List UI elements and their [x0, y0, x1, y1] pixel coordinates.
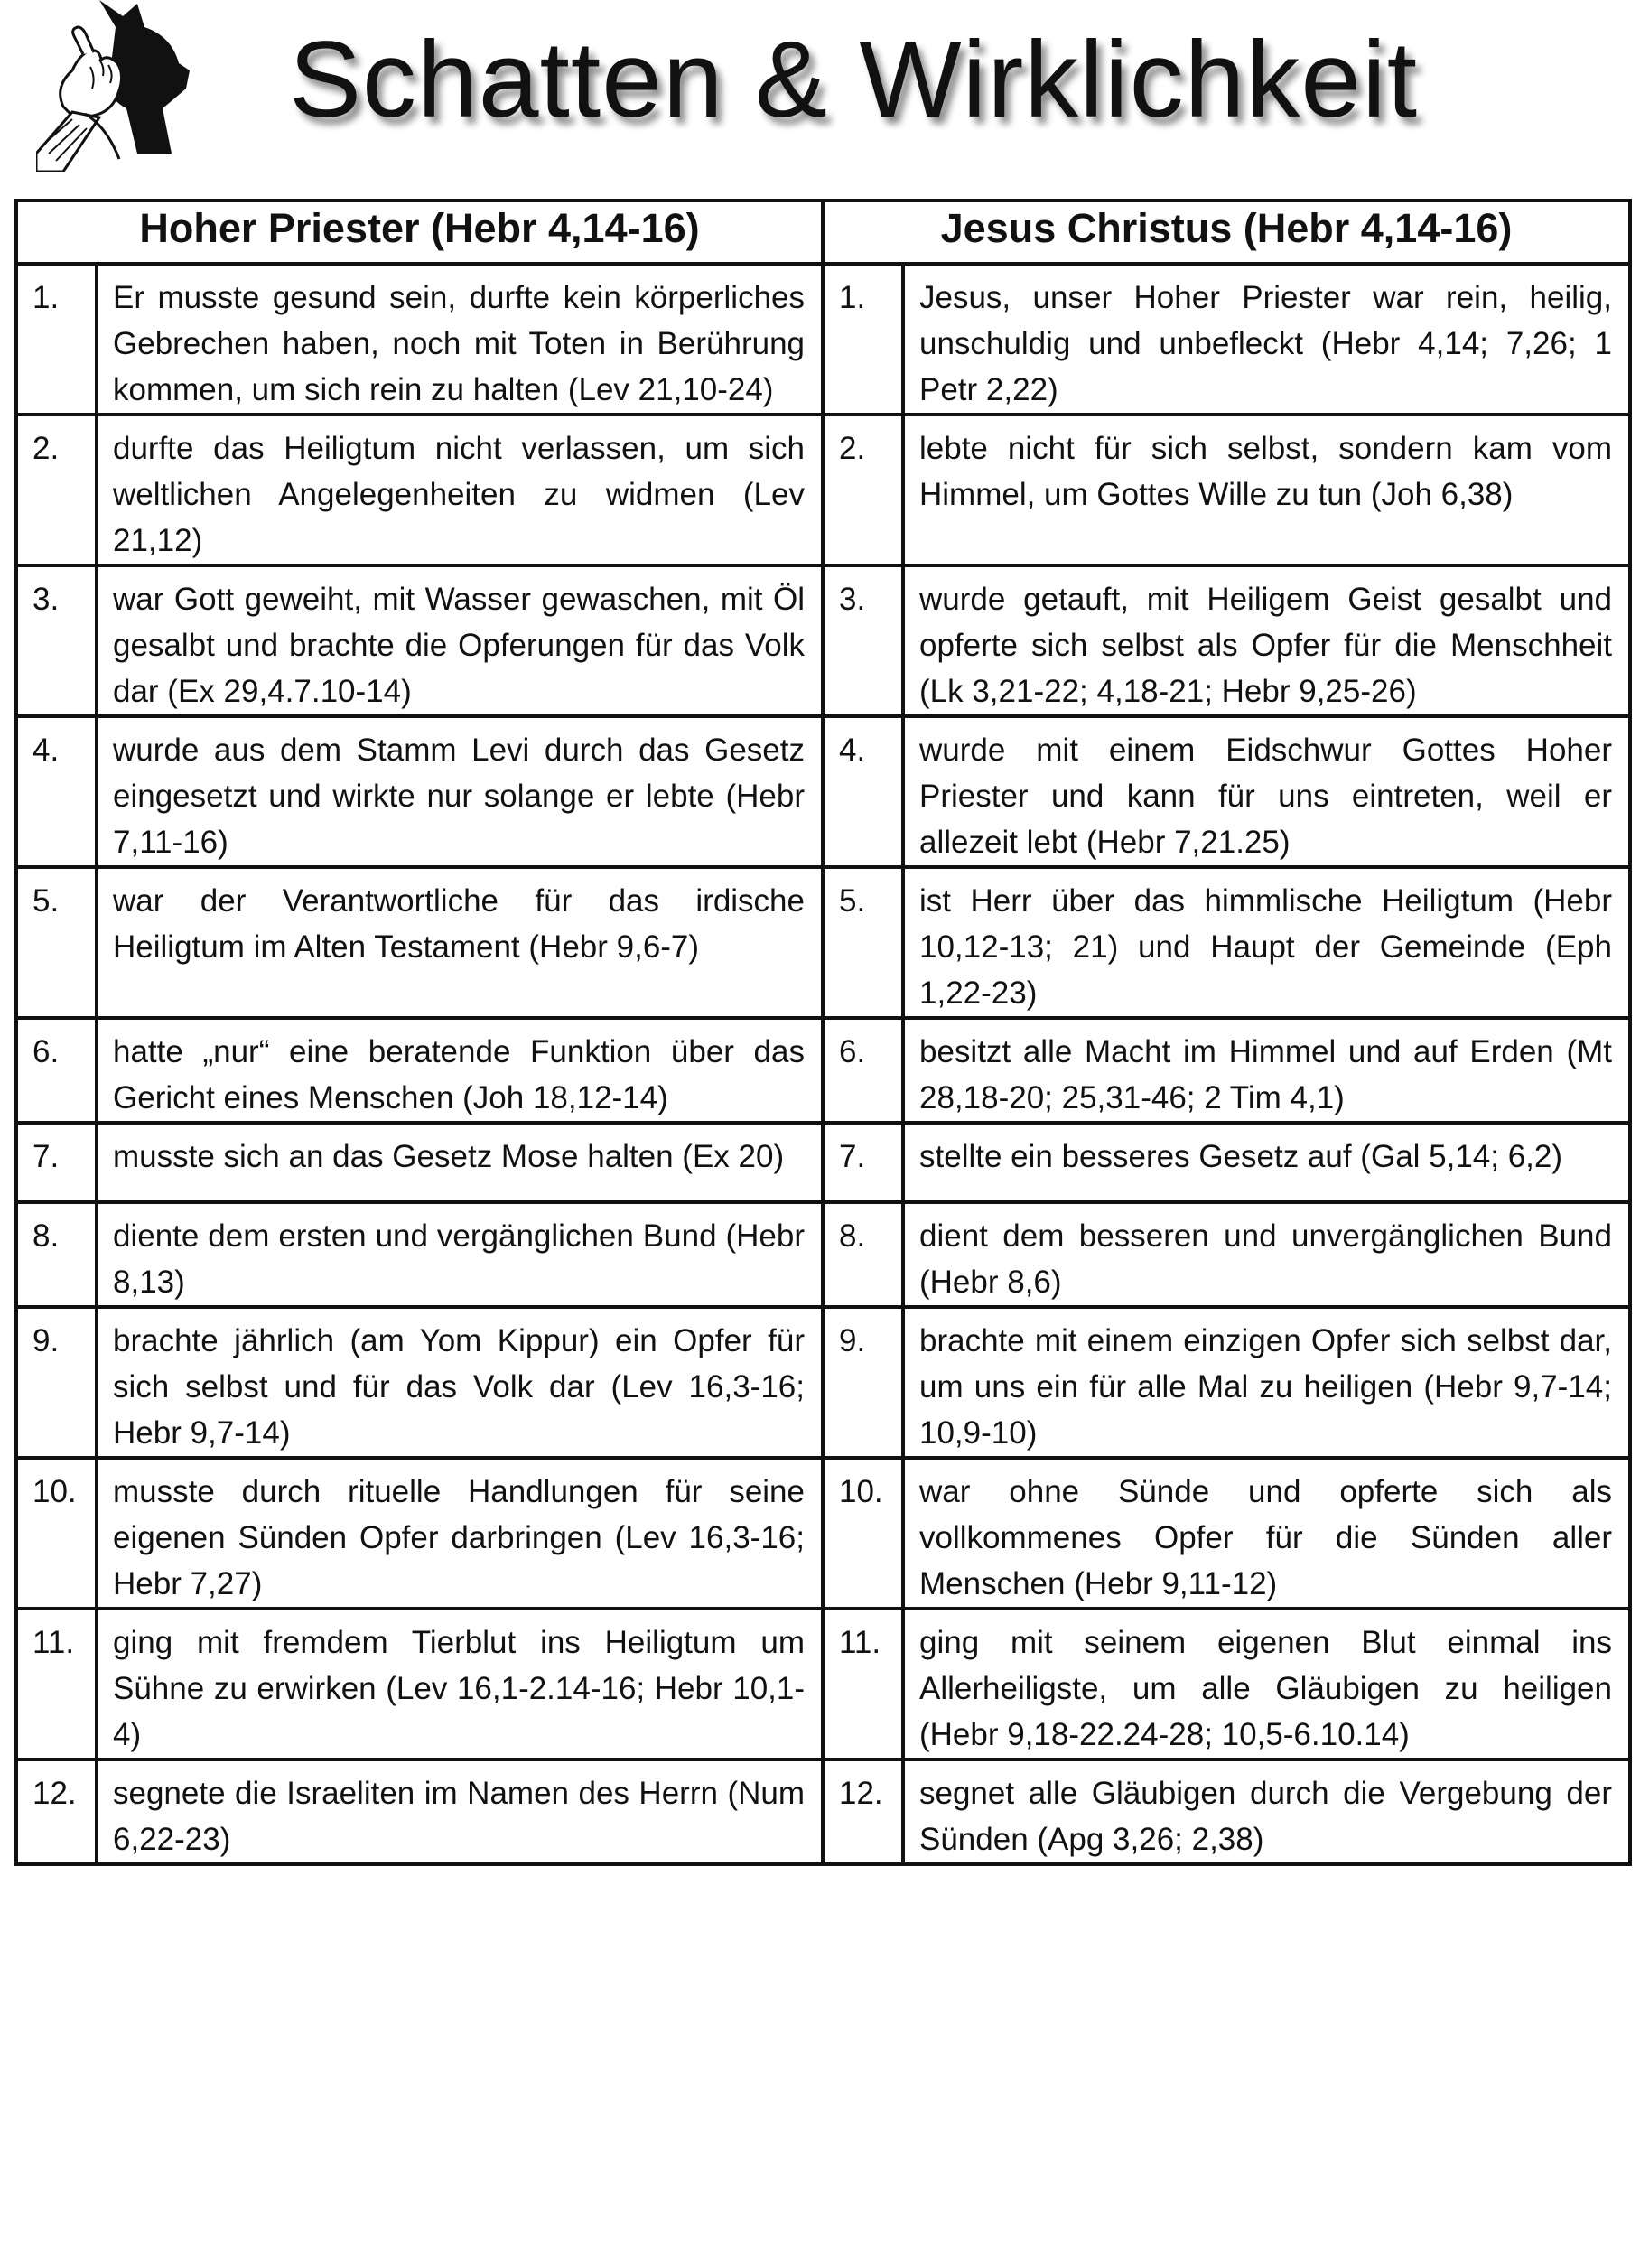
- row-number-right: 1.: [823, 264, 903, 415]
- table-header-row: [16, 201, 1630, 264]
- table-row: [16, 1123, 1630, 1202]
- table-row: [16, 867, 1630, 1018]
- high-priest-text: hatte „nur“ eine beratende Funktion über das Gericht eines Menschen (Joh 18,12-14): [97, 1018, 823, 1123]
- high-priest-text: war Gott geweiht, mit Wasser gewaschen, mit Öl gesalbt und brachte die Opferungen für das Volk dar (Ex 29,4.7.10-14): [97, 565, 823, 716]
- high-priest-text: brachte jährlich (am Yom Kippur) ein Opfer für sich selbst und für das Volk dar (Lev 16,3-16; Hebr 9,7-14): [97, 1307, 823, 1458]
- table-row: [16, 716, 1630, 867]
- row-number-right: 5.: [823, 867, 903, 1018]
- high-priest-text: segnete die Israeliten im Namen des Herrn (Num 6,22-23): [97, 1759, 823, 1864]
- row-number-left: 6.: [16, 1018, 97, 1123]
- row-number-left: 12.: [16, 1759, 97, 1864]
- column-header-high-priest: Hoher Priester (Hebr 4,14-16): [16, 201, 823, 264]
- row-number-left: 3.: [16, 565, 97, 716]
- table-row: [16, 415, 1630, 565]
- row-number-left: 5.: [16, 867, 97, 1018]
- jesus-christ-text: wurde mit einem Eidschwur Gottes Hoher Priester und kann für uns eintreten, weil er allezeit lebt (Hebr 7,21.25): [903, 716, 1630, 867]
- row-number-left: 8.: [16, 1202, 97, 1307]
- row-number-right: 11.: [823, 1609, 903, 1759]
- high-priest-text: musste sich an das Gesetz Mose halten (Ex 20): [97, 1123, 823, 1202]
- high-priest-text: durfte das Heiligtum nicht verlassen, um sich weltlichen Angelegenheiten zu widmen (Lev 21,12): [97, 415, 823, 565]
- table-row: [16, 1458, 1630, 1609]
- row-number-left: 9.: [16, 1307, 97, 1458]
- jesus-christ-text: Jesus, unser Hoher Priester war rein, heilig, unschuldig und unbefleckt (Hebr 4,14; 7,26; 1 Petr 2,22): [903, 264, 1630, 415]
- row-number-right: 6.: [823, 1018, 903, 1123]
- row-number-left: 10.: [16, 1458, 97, 1609]
- jesus-christ-text: ging mit seinem eigenen Blut einmal ins Allerheiligste, um alle Gläubigen zu heiligen (Hebr 9,18-22.24-28; 10,5-6.10.14): [903, 1609, 1630, 1759]
- table-row: [16, 1609, 1630, 1759]
- table-row: [16, 1202, 1630, 1307]
- row-number-right: 10.: [823, 1458, 903, 1609]
- comparison-table: [14, 199, 1632, 1866]
- row-number-left: 1.: [16, 264, 97, 415]
- jesus-christ-text: segnet alle Gläubigen durch die Vergebung der Sünden (Apg 3,26; 2,38): [903, 1759, 1630, 1864]
- row-number-left: 2.: [16, 415, 97, 565]
- jesus-christ-text: ist Herr über das himmlische Heiligtum (Hebr 10,12-13; 21) und Haupt der Gemeinde (Eph 1,22-23): [903, 867, 1630, 1018]
- row-number-left: 11.: [16, 1609, 97, 1759]
- high-priest-text: wurde aus dem Stamm Levi durch das Gesetz eingesetzt und wirkte nur solange er lebte (Hebr 7,11-16): [97, 716, 823, 867]
- column-header-jesus-christ: Jesus Christus (Hebr 4,14-16): [823, 201, 1630, 264]
- row-number-left: 7.: [16, 1123, 97, 1202]
- row-number-right: 8.: [823, 1202, 903, 1307]
- table-row: [16, 1307, 1630, 1458]
- high-priest-text: Er musste gesund sein, durfte kein körperliches Gebrechen haben, noch mit Toten in Berührung kommen, um sich rein zu halten (Lev 21,10-24): [97, 264, 823, 415]
- row-number-right: 9.: [823, 1307, 903, 1458]
- row-number-left: 4.: [16, 716, 97, 867]
- jesus-christ-text: stellte ein besseres Gesetz auf (Gal 5,14; 6,2): [903, 1123, 1630, 1202]
- jesus-christ-text: brachte mit einem einzigen Opfer sich selbst dar, um uns ein für alle Mal zu heiligen (Hebr 9,7-14; 10,9-10): [903, 1307, 1630, 1458]
- jesus-christ-text: war ohne Sünde und opferte sich als vollkommenes Opfer für die Sünden aller Menschen (Hebr 9,11-12): [903, 1458, 1630, 1609]
- table-row: [16, 565, 1630, 716]
- high-priest-text: war der Verantwortliche für das irdische Heiligtum im Alten Testament (Hebr 9,6-7): [97, 867, 823, 1018]
- high-priest-text: musste durch rituelle Handlungen für seine eigenen Sünden Opfer darbringen (Lev 16,3-16; Hebr 7,27): [97, 1458, 823, 1609]
- jesus-christ-text: lebte nicht für sich selbst, sondern kam vom Himmel, um Gottes Wille zu tun (Joh 6,38): [903, 415, 1630, 565]
- jesus-christ-text: wurde getauft, mit Heiligem Geist gesalbt und opferte sich selbst als Opfer für die Menschheit (Lk 3,21-22; 4,18-21; Hebr 9,25-26): [903, 565, 1630, 716]
- table-row: [16, 264, 1630, 415]
- page-header: [0, 0, 1640, 185]
- hand-shadow-puppet-icon: [36, 0, 190, 172]
- page-title: Schatten & Wirklichkeit: [289, 19, 1419, 140]
- high-priest-text: ging mit fremdem Tierblut ins Heiligtum um Sühne zu erwirken (Lev 16,1-2.14-16; Hebr 10,1-4): [97, 1609, 823, 1759]
- table-row: [16, 1759, 1630, 1864]
- row-number-right: 2.: [823, 415, 903, 565]
- jesus-christ-text: besitzt alle Macht im Himmel und auf Erden (Mt 28,18-20; 25,31-46; 2 Tim 4,1): [903, 1018, 1630, 1123]
- row-number-right: 12.: [823, 1759, 903, 1864]
- row-number-right: 7.: [823, 1123, 903, 1202]
- high-priest-text: diente dem ersten und vergänglichen Bund (Hebr 8,13): [97, 1202, 823, 1307]
- row-number-right: 4.: [823, 716, 903, 867]
- jesus-christ-text: dient dem besseren und unvergänglichen Bund (Hebr 8,6): [903, 1202, 1630, 1307]
- row-number-right: 3.: [823, 565, 903, 716]
- table-row: [16, 1018, 1630, 1123]
